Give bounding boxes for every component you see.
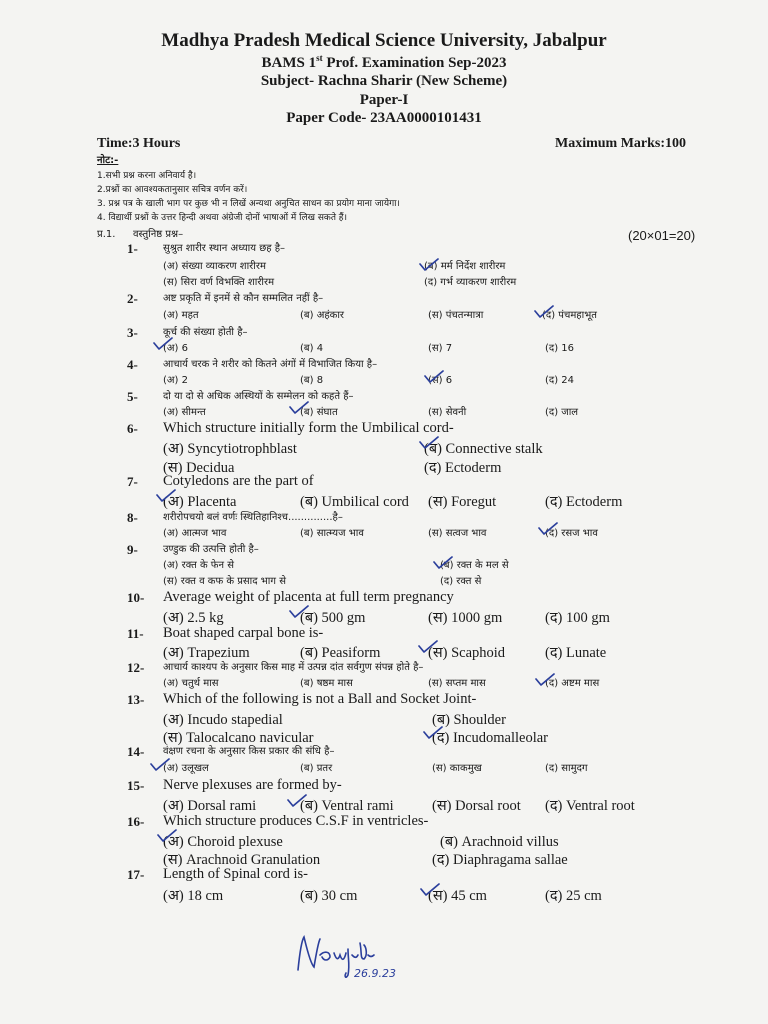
exam-title: [0, 53, 768, 72]
question-text: वंक्षण रचना के अनुसार किस प्रकार की संधि है–: [163, 746, 335, 757]
answer-option: (द) गर्भ व्याकरण शारीरम: [424, 277, 517, 288]
answer-option: (अ) आत्मज भाव: [163, 528, 227, 539]
answer-option: (ब) Umbilical cord: [300, 494, 409, 510]
answer-option: (द) 16: [545, 343, 575, 354]
subject-title: Subject- Rachna Sharir (New Scheme): [260, 73, 508, 89]
question-number: 10-: [127, 590, 145, 605]
answer-option: (स) Scaphoid: [428, 645, 506, 661]
question-number: 5-: [127, 389, 138, 404]
answer-option: (अ) 18 cm: [163, 888, 224, 904]
answer-option: (स) सेवनी: [428, 407, 467, 418]
answer-option: (स) सप्तम मास: [428, 678, 486, 689]
question-number: 11-: [127, 626, 144, 641]
signature-image: [290, 925, 410, 985]
question-number: 17-: [127, 867, 145, 882]
answer-option: (अ) चतुर्थ मास: [163, 678, 219, 689]
answer-option: (द) रक्त से: [440, 576, 482, 587]
exam-title-sup: st: [316, 53, 323, 63]
answer-option: (द) सामुदग: [545, 763, 588, 774]
answer-option: (द) Ectoderm: [424, 460, 502, 476]
question-text: उण्डुक की उत्पत्ति होती है–: [163, 544, 259, 555]
answer-option: (द) 100 gm: [545, 610, 610, 626]
answer-option: (ब) 30 cm: [300, 888, 358, 904]
answer-option: (अ) Placenta: [163, 494, 237, 510]
exam-title-prefix: BAMS 1: [261, 55, 317, 71]
answer-option: (स) 7: [428, 343, 453, 354]
answer-option: (द) Lunate: [545, 645, 607, 661]
answer-option: (अ) 2.5 kg: [163, 610, 224, 626]
answer-option: (द) Incudomalleolar: [432, 730, 548, 746]
question-number: 12-: [127, 660, 145, 675]
answer-option: (अ) Syncytiotrophblast: [163, 441, 297, 457]
university-title: Madhya Pradesh Medical Science University, Jabalpur: [161, 30, 607, 51]
answer-option: (द) Ventral root: [545, 798, 635, 814]
answer-option: (स) Arachnoid Granulation: [163, 852, 321, 868]
question-number: 3-: [127, 325, 138, 340]
note-heading: नोट:-: [97, 155, 119, 166]
answer-option: (अ) रक्त के फेन से: [163, 560, 235, 571]
question-text: Nerve plexuses are formed by-: [163, 777, 342, 793]
answer-option: (द) पंचमहाभूत: [542, 310, 597, 321]
answer-option: (ब) Ventral rami: [300, 798, 394, 814]
section-title: वस्तुनिष्ठ प्रश्न–: [133, 229, 184, 240]
question-number: 13-: [127, 692, 145, 707]
answer-option: (अ) 6: [163, 343, 188, 354]
answer-option: (अ) Incudo stapedial: [163, 712, 283, 728]
question-text: दो या दो से अधिक अस्थियों के सम्मेलन को कहते हैं–: [163, 391, 354, 402]
question-text: Which structure initially form the Umbilical cord-: [163, 420, 454, 436]
paper-code: Paper Code- 23AA0000101431: [286, 110, 482, 126]
answer-option: (ब) Connective stalk: [424, 441, 543, 457]
question-number: 14-: [127, 744, 145, 759]
answer-option: (स) पंचतन्मात्रा: [428, 310, 484, 321]
time-label: Time:3 Hours: [97, 136, 181, 151]
answer-option: (ब) 8: [300, 375, 324, 386]
note-item: 3. प्रश्न पत्र के खाली भाग पर कुछ भी न लिखें अन्यथा अनुचित साधन का प्रयोग माना जायेगा।: [97, 199, 400, 209]
answer-option: (द) अष्टम मास: [545, 678, 600, 689]
question-number: 4-: [127, 357, 138, 372]
answer-option: (स) सत्वज भाव: [428, 528, 487, 539]
answer-option: (अ) संख्या व्याकरण शारीरम: [163, 261, 266, 272]
question-text: आचार्य चरक ने शरीर को कितने अंगों में विभाजित किया है–: [163, 359, 378, 370]
answer-option: (द) Diaphragama sallae: [432, 852, 568, 868]
question-text: आचार्य काश्यप के अनुसार किस माह में उत्पन्न दांत सर्वगुण संपन्न होते है–: [163, 662, 424, 673]
answer-option: (ब) 500 gm: [300, 610, 366, 626]
question-text: Which of the following is not a Ball and Socket Joint-: [163, 691, 477, 707]
answer-option: (ब) मर्म निर्देश शारीरम: [424, 261, 506, 272]
answer-option: (द) Ectoderm: [545, 494, 623, 510]
question-text: शरीरोपचयो बलं वर्णः स्थितिहानिश्च..............है–: [163, 512, 343, 523]
question-text: कूर्च की संख्या होती है–: [163, 327, 248, 338]
question-number: 2-: [127, 291, 138, 306]
answer-option: (स) 1000 gm: [428, 610, 503, 626]
answer-option: (अ) उलूखल: [163, 763, 209, 774]
question-number: 15-: [127, 778, 145, 793]
answer-option: (स) रक्त व कफ के प्रसाद भाग से: [163, 576, 286, 587]
max-marks-label: Maximum Marks:100: [555, 136, 687, 151]
paper-title: Paper-I: [359, 92, 409, 108]
question-text: Cotyledons are the part of: [163, 473, 314, 489]
section-number: प्र.1.: [97, 229, 116, 240]
answer-option: (स) 45 cm: [428, 888, 487, 904]
answer-option: (ब) Shoulder: [432, 712, 506, 728]
answer-option: (अ) 2: [163, 375, 188, 386]
answer-option: (अ) सीमन्त: [163, 407, 206, 418]
question-number: 6-: [127, 421, 138, 436]
answer-option: (ब) Peasiform: [300, 645, 381, 661]
answer-option: (द) 25 cm: [545, 888, 602, 904]
question-number: 16-: [127, 814, 145, 829]
question-text: Length of Spinal cord is-: [163, 866, 308, 882]
answer-option: (स) Foregut: [428, 494, 497, 510]
answer-option: (ब) Arachnoid villus: [440, 834, 559, 850]
answer-option: (स) सिरा वर्ण विभक्ति शारीरम: [163, 277, 275, 288]
question-number: 9-: [127, 542, 138, 557]
answer-option: (ब) संघात: [300, 407, 338, 418]
svg-text:26.9.23: 26.9.23: [354, 967, 396, 980]
question-number: 8-: [127, 510, 138, 525]
answer-option: (ब) रक्त के मल से: [440, 560, 509, 571]
answer-option: (ब) 4: [300, 343, 324, 354]
answer-option: (ब) प्रतर: [300, 763, 333, 774]
question-text: Which structure produces C.S.F in ventricles-: [163, 813, 429, 829]
exam-title-suffix: Prof. Examination Sep-2023: [322, 55, 507, 71]
question-text: सुश्रुत शारीर स्थान अध्याय छह है–: [163, 243, 286, 254]
answer-option: (अ) महत: [163, 310, 199, 321]
answer-option: (द) जाल: [545, 407, 579, 418]
question-text: Average weight of placenta at full term pregnancy: [163, 589, 454, 605]
answer-option: (स) Talocalcano navicular: [163, 730, 314, 746]
answer-option: (अ) Dorsal rami: [163, 798, 257, 814]
question-text: अष्ट प्रकृति में इनमें से कौन सम्मलित नहीं है–: [163, 293, 324, 304]
note-item: 2.प्रश्नों का आवश्यकतानुसार सचित्र वर्णन करें।: [97, 185, 248, 195]
note-item: 1.सभी प्रश्न करना अनिवार्य है।: [97, 171, 197, 181]
answer-option: (द) रसज भाव: [545, 528, 598, 539]
answer-option: (स) Dorsal root: [432, 798, 521, 814]
question-text: Boat shaped carpal bone is-: [163, 625, 324, 641]
answer-option: (अ) Choroid plexuse: [163, 834, 283, 850]
answer-option: (ब) सात्म्यज भाव: [300, 528, 364, 539]
answer-option: (ब) षष्ठम मास: [300, 678, 353, 689]
question-number: 1-: [127, 241, 138, 256]
section-marks: (20×01=20): [628, 228, 696, 243]
answer-option: (स) 6: [428, 375, 453, 386]
question-number: 7-: [127, 474, 138, 489]
answer-option: (ब) अहंकार: [300, 310, 345, 321]
answer-option: (स) काकमुख: [432, 763, 482, 774]
note-item: 4. विद्यार्थी प्रश्नों के उत्तर हिन्दी अथवा अंग्रेजी दोनों भाषाओं में लिख सकते हैं।: [97, 213, 347, 223]
answer-option: (द) 24: [545, 375, 575, 386]
answer-option: (अ) Trapezium: [163, 645, 250, 661]
answer-option: (स) Decidua: [163, 460, 235, 476]
